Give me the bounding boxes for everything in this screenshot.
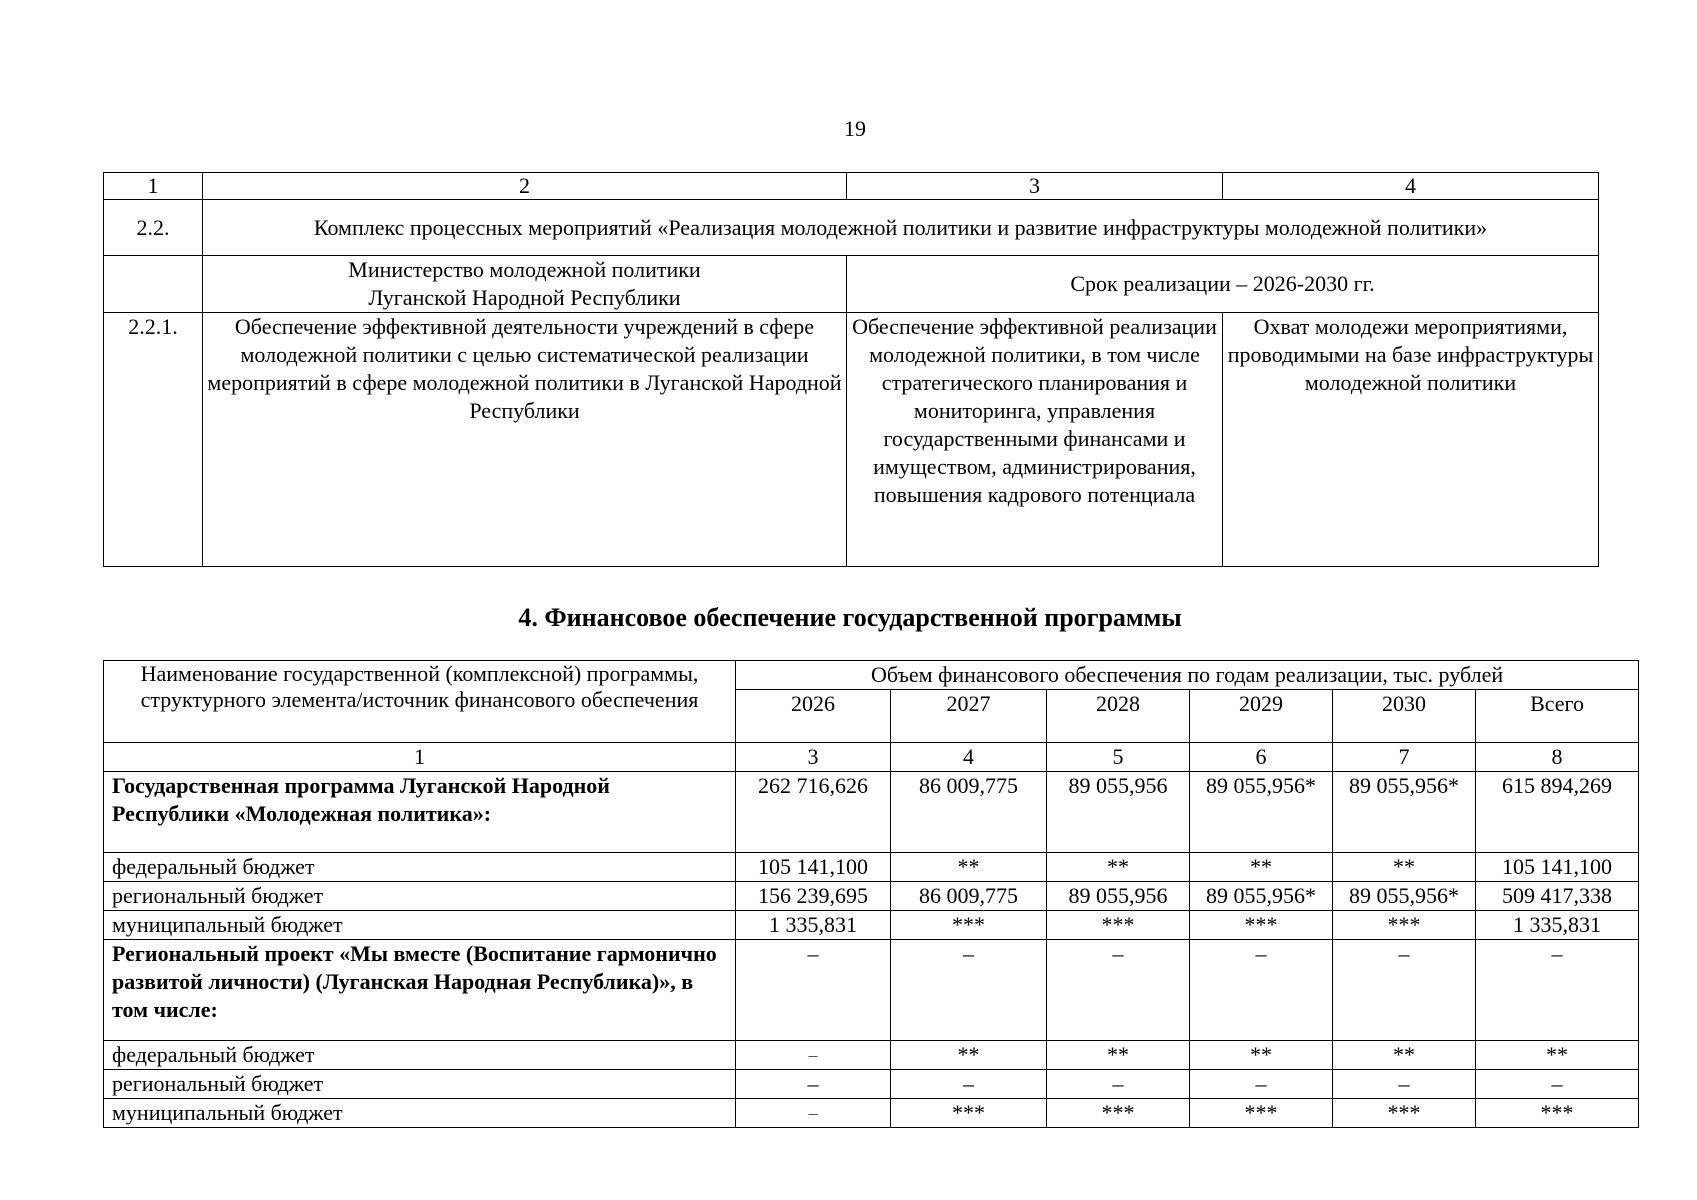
financing-year-value: – <box>736 940 891 1041</box>
financing-year-value: 86 009,775 <box>891 772 1047 853</box>
task-effect: Обеспечение эффективной реализации молодежной политики, в том числе стратегического планирования и мониторинга, управления государственными финансами и имуществом, администрирования, повышения кадрового потенциала <box>847 313 1223 567</box>
financing-row <box>104 1099 1639 1128</box>
financing-row-name: федеральный бюджет <box>104 853 736 882</box>
financing-body <box>104 772 1639 1128</box>
financing-year-value: – <box>1047 1070 1190 1099</box>
financing-row-name: региональный бюджет <box>104 1070 736 1099</box>
year-header: 2027 <box>891 690 1047 743</box>
financing-year-value: *** <box>1190 911 1333 940</box>
column-number-2: 2 <box>203 173 847 200</box>
financing-year-value: 89 055,956* <box>1190 772 1333 853</box>
responsible-ministry <box>203 256 847 313</box>
volume-column-header: Объем финансового обеспечения по годам реализации, тыс. рублей <box>736 661 1639 690</box>
financing-total-value: ** <box>1476 1041 1639 1070</box>
task-description: Обеспечение эффективной деятельности учреждений в сфере молодежной политики с целью систематической реализации мероприятий в сфере молодежной политики в Луганской Народной Республики <box>203 313 847 567</box>
financing-year-value: – <box>1190 1070 1333 1099</box>
financing-total-value: – <box>1476 1070 1639 1099</box>
section-title: 4. Финансовое обеспечение государственной программы <box>518 603 1182 632</box>
financing-column-numbers-row <box>104 743 1639 772</box>
financing-year-value: ** <box>891 1041 1047 1070</box>
financing-row-name: муниципальный бюджет <box>104 1099 736 1128</box>
empty-cell <box>104 256 203 313</box>
financing-row <box>104 1041 1639 1070</box>
financing-row-name: Региональный проект «Мы вместе (Воспитание гармонично развитой личности) (Луганская Народная Республика)», в том числе: <box>104 940 736 1041</box>
financing-year-value: *** <box>891 1099 1047 1128</box>
task-row <box>104 313 1599 567</box>
year-header: 2026 <box>736 690 891 743</box>
financing-total-value: 615 894,269 <box>1476 772 1639 853</box>
responsible-line-1: Министерство молодежной политики <box>348 257 701 282</box>
financing-year-value: *** <box>1333 911 1476 940</box>
financing-year-value: 89 055,956 <box>1047 882 1190 911</box>
financing-year-value: ** <box>891 853 1047 882</box>
financing-total-value: 105 141,100 <box>1476 853 1639 882</box>
financing-year-value: *** <box>1333 1099 1476 1128</box>
financing-header-row-1 <box>104 661 1639 690</box>
financing-year-value: ** <box>1047 1041 1190 1070</box>
financing-total-value: *** <box>1476 1099 1639 1128</box>
financing-year-value: *** <box>1190 1099 1333 1128</box>
responsible-row <box>104 256 1599 313</box>
financing-year-value: *** <box>891 911 1047 940</box>
financing-year-value: 262 716,626 <box>736 772 891 853</box>
financing-year-value: *** <box>1047 1099 1190 1128</box>
year-header: 2029 <box>1190 690 1333 743</box>
financing-year-value: ** <box>1047 853 1190 882</box>
column-number-1: 1 <box>104 173 203 200</box>
financing-row-name: федеральный бюджет <box>104 1041 736 1070</box>
financing-year-value: 156 239,695 <box>736 882 891 911</box>
table-header-row <box>104 173 1599 200</box>
financing-row-name: региональный бюджет <box>104 882 736 911</box>
column-number: 4 <box>891 743 1047 772</box>
financing-row <box>104 772 1639 853</box>
financing-total-value: 509 417,338 <box>1476 882 1639 911</box>
financing-year-value: ** <box>1333 853 1476 882</box>
financing-year-value: 105 141,100 <box>736 853 891 882</box>
task-number: 2.2.1. <box>104 313 203 567</box>
column-number-3: 3 <box>847 173 1223 200</box>
complex-row <box>104 200 1599 256</box>
financing-year-value: – <box>1333 940 1476 1041</box>
financing-year-value: 89 055,956* <box>1190 882 1333 911</box>
financing-year-value: – <box>736 1070 891 1099</box>
financing-year-value: – <box>891 1070 1047 1099</box>
financing-year-value: ** <box>1190 853 1333 882</box>
financing-year-value: – <box>1047 940 1190 1041</box>
column-number: 5 <box>1047 743 1190 772</box>
financing-row <box>104 940 1639 1041</box>
financing-row <box>104 853 1639 882</box>
complex-number: 2.2. <box>104 200 203 256</box>
financing-year-value: 89 055,956* <box>1333 882 1476 911</box>
responsible-line-2: Луганской Народной Республики <box>368 285 681 310</box>
column-number: 6 <box>1190 743 1333 772</box>
financing-table <box>103 660 1639 1128</box>
year-header: 2030 <box>1333 690 1476 743</box>
total-header: Всего <box>1476 690 1639 743</box>
column-number: 3 <box>736 743 891 772</box>
financing-year-value: – <box>1333 1070 1476 1099</box>
financing-row-name: Государственная программа Луганской Народной Республики «Молодежная политика»: <box>104 772 736 853</box>
financing-row <box>104 882 1639 911</box>
column-number: 8 <box>1476 743 1639 772</box>
financing-total-value: 1 335,831 <box>1476 911 1639 940</box>
task-indicator: Охват молодежи мероприятиями, проводимыми на базе инфраструктуры молодежной политики <box>1223 313 1599 567</box>
name-column-header: Наименование государственной (комплексной) программы, структурного элемента/источник финансового обеспечения <box>104 661 736 743</box>
financing-year-value: 89 055,956* <box>1333 772 1476 853</box>
financing-year-value: – <box>1190 940 1333 1041</box>
page-number: 19 <box>844 116 866 141</box>
financing-year-value: 89 055,956 <box>1047 772 1190 853</box>
financing-row-name: муниципальный бюджет <box>104 911 736 940</box>
financing-year-value: ** <box>1190 1041 1333 1070</box>
financing-total-value: – <box>1476 940 1639 1041</box>
financing-year-value: – <box>736 1041 891 1070</box>
financing-year-value: 1 335,831 <box>736 911 891 940</box>
complex-title: Комплекс процессных мероприятий «Реализация молодежной политики и развитие инфраструктуры молодежной политики» <box>203 200 1599 256</box>
financing-year-value: *** <box>1047 911 1190 940</box>
financing-year-value: ** <box>1333 1041 1476 1070</box>
year-header: 2028 <box>1047 690 1190 743</box>
financing-year-value: – <box>891 940 1047 1041</box>
financing-year-value: – <box>736 1099 891 1128</box>
financing-row <box>104 1070 1639 1099</box>
financing-year-value: 86 009,775 <box>891 882 1047 911</box>
activities-table <box>103 172 1599 567</box>
financing-row <box>104 911 1639 940</box>
column-number-4: 4 <box>1223 173 1599 200</box>
implementation-term: Срок реализации – 2026-2030 гг. <box>847 256 1599 313</box>
column-number: 1 <box>104 743 736 772</box>
column-number: 7 <box>1333 743 1476 772</box>
